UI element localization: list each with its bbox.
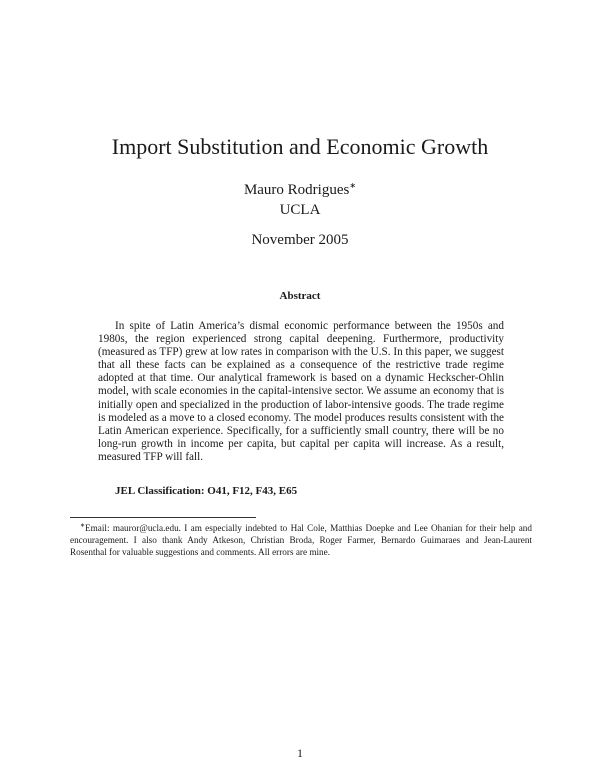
author-footnote-mark: ∗ (349, 181, 357, 190)
footnote-text: Email: mauror@ucla.edu. I am especially indebted to Hal Cole, Matthias Doepke and Lee Ohanian for their help and encouragement. I also thank Andy Atkeson, Christian Broda, Roger Farmer, Bernardo Guimaraes and Jean-Laurent Rosenthal for valuable suggestions and comments. All errors are mine. (70, 523, 532, 557)
footnote-mark: ∗ (80, 523, 86, 529)
author-name-text: Mauro Rodrigues (243, 182, 350, 198)
paper-date: November 2005 (251, 232, 349, 248)
footnote (70, 520, 532, 558)
abstract-text: In spite of Latin America’s dismal economic performance between the 1950s and 1980s, the region experienced strong capital deepening. Furthermore, productivity (measured as TFP) grew at low rates in comparison with the U.S. In this paper, we suggest that all these facts can be explained as a consequence of the restrictive trade regime adopted at that time. Our analytical framework is based on a dynamic Heckscher-Ohlin model, with scale economies in the capital-intensive sector. We assume an economy that is initially open and specialized in the production of labor-intensive goods. The trade regime is modeled as a move to a closed economy. The model produces results consistent with the Latin American experience. Specifically, for a sufficiently small country, there will be no long-run growth in income per capita, but capital per capita will increase. As a result, measured TFP will fall. (98, 320, 504, 463)
page-number: 1 (297, 746, 303, 760)
paper-title: Import Substitution and Economic Growth (111, 134, 489, 159)
author-affiliation: UCLA (279, 202, 321, 218)
footnote-rule (70, 517, 256, 518)
author-name (0, 177, 600, 199)
abstract-heading: Abstract (279, 290, 321, 302)
jel-classification: JEL Classification: O41, F12, F43, E65 (115, 485, 298, 497)
